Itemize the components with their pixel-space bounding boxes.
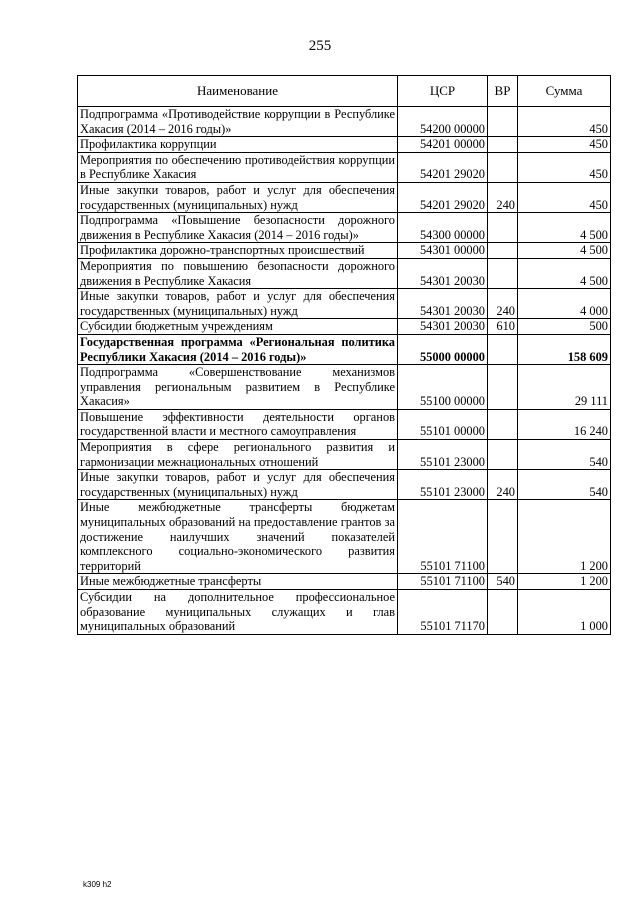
row-name-cell: Субсидии бюджетным учреждениям (78, 319, 398, 335)
table-row (78, 590, 611, 635)
row-csr-cell: 54301 00000 (398, 243, 488, 259)
table-row (78, 107, 611, 137)
row-csr-cell: 54201 29020 (398, 152, 488, 182)
row-name-cell: Подпрограмма «Совершенствование механизмов управления региональным развитием в Республике Хакасия» (78, 365, 398, 410)
table-row (78, 440, 611, 470)
row-csr-cell: 54301 20030 (398, 289, 488, 319)
row-vr-cell (488, 440, 518, 470)
row-vr-cell (488, 258, 518, 288)
table-row (78, 182, 611, 212)
row-name-cell: Мероприятия в сфере регионального развития и гармонизации межнациональных отношений (78, 440, 398, 470)
row-vr-cell (488, 137, 518, 153)
row-sum-cell: 16 240 (518, 409, 611, 439)
row-sum-cell: 1 200 (518, 500, 611, 574)
header-sum: Сумма (518, 76, 611, 107)
row-vr-cell (488, 365, 518, 410)
row-name-cell: Повышение эффективности деятельности органов государственной власти и местного самоуправления (78, 409, 398, 439)
table-row (78, 500, 611, 574)
row-sum-cell: 4 500 (518, 243, 611, 259)
row-sum-cell: 540 (518, 470, 611, 500)
row-name-cell: Иные межбюджетные трансферты (78, 574, 398, 590)
row-vr-cell (488, 107, 518, 137)
row-name-cell: Профилактика коррупции (78, 137, 398, 153)
header-csr: ЦСР (398, 76, 488, 107)
row-vr-cell (488, 152, 518, 182)
row-csr-cell: 54200 00000 (398, 107, 488, 137)
row-sum-cell: 29 111 (518, 365, 611, 410)
row-csr-cell: 54301 20030 (398, 319, 488, 335)
budget-table (77, 75, 611, 635)
row-vr-cell (488, 334, 518, 364)
footer-code: k309 h2 (83, 880, 112, 889)
row-sum-cell: 4 500 (518, 213, 611, 243)
row-vr-cell: 610 (488, 319, 518, 335)
table-row (78, 258, 611, 288)
row-csr-cell: 54201 29020 (398, 182, 488, 212)
row-sum-cell: 1 000 (518, 590, 611, 635)
table-row (78, 334, 611, 364)
row-name-cell: Мероприятия по повышению безопасности дорожного движения в Республике Хакасия (78, 258, 398, 288)
row-sum-cell: 1 200 (518, 574, 611, 590)
row-vr-cell (488, 409, 518, 439)
table-row (78, 409, 611, 439)
row-name-cell: Субсидии на дополнительное профессиональное образование муниципальных служащих и глав муниципальных образований (78, 590, 398, 635)
table-row (78, 289, 611, 319)
row-vr-cell: 240 (488, 289, 518, 319)
row-name-cell: Мероприятия по обеспечению противодействия коррупции в Республике Хакасия (78, 152, 398, 182)
table-row (78, 243, 611, 259)
row-sum-cell: 4 500 (518, 258, 611, 288)
table-row (78, 365, 611, 410)
row-vr-cell: 240 (488, 182, 518, 212)
table-row (78, 137, 611, 153)
header-vr: ВР (488, 76, 518, 107)
row-csr-cell: 54301 20030 (398, 258, 488, 288)
row-vr-cell: 540 (488, 574, 518, 590)
table-body (78, 107, 611, 635)
row-sum-cell: 450 (518, 182, 611, 212)
row-sum-cell: 4 000 (518, 289, 611, 319)
row-sum-cell: 500 (518, 319, 611, 335)
row-name-cell: Государственная программа «Региональная политика Республики Хакасия (2014 – 2016 годы)» (78, 334, 398, 364)
row-csr-cell: 54201 00000 (398, 137, 488, 153)
row-csr-cell: 55101 23000 (398, 470, 488, 500)
row-csr-cell: 55100 00000 (398, 365, 488, 410)
row-name-cell: Иные закупки товаров, работ и услуг для обеспечения государственных (муниципальных) нужд (78, 182, 398, 212)
row-name-cell: Иные закупки товаров, работ и услуг для обеспечения государственных (муниципальных) нужд (78, 470, 398, 500)
row-name-cell: Профилактика дорожно-транспортных происшествий (78, 243, 398, 259)
row-name-cell: Подпрограмма «Противодействие коррупции в Республике Хакасия (2014 – 2016 годы)» (78, 107, 398, 137)
row-vr-cell: 240 (488, 470, 518, 500)
row-vr-cell (488, 243, 518, 259)
row-csr-cell: 54300 00000 (398, 213, 488, 243)
row-csr-cell: 55000 00000 (398, 334, 488, 364)
row-csr-cell: 55101 71100 (398, 574, 488, 590)
row-csr-cell: 55101 23000 (398, 440, 488, 470)
table-row (78, 574, 611, 590)
row-csr-cell: 55101 00000 (398, 409, 488, 439)
row-vr-cell (488, 500, 518, 574)
row-name-cell: Иные закупки товаров, работ и услуг для обеспечения государственных (муниципальных) нужд (78, 289, 398, 319)
row-csr-cell: 55101 71170 (398, 590, 488, 635)
table-row (78, 319, 611, 335)
table-row (78, 470, 611, 500)
row-vr-cell (488, 590, 518, 635)
row-sum-cell: 450 (518, 137, 611, 153)
row-sum-cell: 450 (518, 107, 611, 137)
row-name-cell: Подпрограмма «Повышение безопасности дорожного движения в Республике Хакасия (2014 – 2016 годы)» (78, 213, 398, 243)
table-row (78, 152, 611, 182)
row-name-cell: Иные межбюджетные трансферты бюджетам муниципальных образований на предоставление грантов за достижение наилучших значений показателей комплексного социально-экономического развития территорий (78, 500, 398, 574)
row-vr-cell (488, 213, 518, 243)
row-csr-cell: 55101 71100 (398, 500, 488, 574)
table-row (78, 213, 611, 243)
table-header-row (78, 76, 611, 107)
row-sum-cell: 540 (518, 440, 611, 470)
header-name: Наименование (78, 76, 398, 107)
row-sum-cell: 450 (518, 152, 611, 182)
row-sum-cell: 158 609 (518, 334, 611, 364)
page-number: 255 (308, 38, 332, 54)
